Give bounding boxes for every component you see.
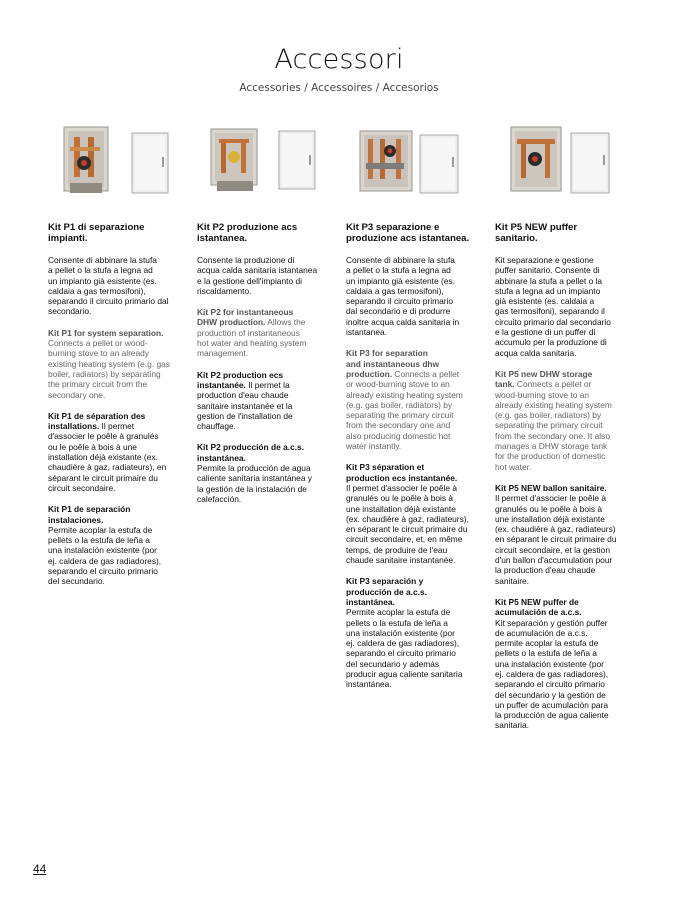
kit-p3-image xyxy=(346,125,484,201)
kit-p1-it-text: Consente di abbinare la stufa a pellet o la stufa a legna ad un impianto già esistente (es. caldaia a gas termosifoni), separando il circuito primario dal secondario. xyxy=(48,255,169,317)
kit-p2-es-text: Permite la producción de agua caliente sanitaria instantánea y la gestión de la instalación de calefacción. xyxy=(197,463,312,504)
kit-column-p3 xyxy=(346,125,484,690)
kit-p1-fr-text: Il permet d'associer le poêle à granulés ou le poêle à bois à une installation déjà existante (ex. chaudière à gaz, radiateurs), en séparant le circuit primaire du circuit secondaire. xyxy=(48,421,167,493)
kit-p3-fr-block xyxy=(346,462,484,565)
kit-p2-en-block xyxy=(197,307,335,358)
kit-p5-heading: Kit P5 NEW puffer sanitario. xyxy=(495,222,578,244)
kit-p3-it-text: Consente di abbinare la stufa a pellet o la stufa a legna ad un impianto già esistente (es. caldaia a gas termosifoni), separando il circuito primario dal secondario e di produrre inoltre acqua calda sanitaria in istantanea. xyxy=(346,255,460,338)
kit-p3-es-text: Permite acoplar la estufa de pellets o la estufa de leña a una instalación existente (por ej. caldera de gas radiadores), separando el circuito primario del secundario y además producir agua caliente sanitaria instantánea. xyxy=(346,607,463,690)
kit-column-p2 xyxy=(197,125,335,504)
kit-p3-es-title: Kit P3 separación y producción de a.c.s. instantánea. xyxy=(346,576,427,607)
kit-p3-fr-title: Kit P3 séparation et production ecs instantanée. xyxy=(346,462,458,483)
kit-p2-fr-block xyxy=(197,370,335,432)
kit-p3-en-title: Kit P3 for separation and instantaneous dhw production. xyxy=(346,348,440,379)
kit-p3-fr-text: Il permet d'associer le poêle à granulés ou le poêle à bois à une installation déjà existante (ex. chaudière à gaz, radiateurs), en séparant le circuit primaire du circuit secondaire, et, en même temps, de produire de l'eau chaude sanitaire instantanée. xyxy=(346,482,469,566)
kit-p3-heading: Kit P3 separazione e produzione acs istantanea. xyxy=(346,222,470,244)
kit-p5-fr-block xyxy=(495,483,633,586)
kit-p2-en-text: Allows the production of instantaneous hot water and heating system management. xyxy=(197,317,307,359)
page-subtitle: Accessories / Accessoires / Accesorios xyxy=(239,82,439,94)
kit-p5-image xyxy=(495,125,633,201)
kit-p2-es-title: Kit P2 producción de a.c.s. instantánea. xyxy=(197,442,305,463)
kit-p1-en-block xyxy=(48,328,186,400)
kit-p2-heading: Kit P2 produzione acs istantanea. xyxy=(197,222,298,244)
kit-p1-en-text: Connects a pellet or wood- burning stove to an already existing heating system (e.g. gas boiler, radiators) by separating the primary circuit from the secondary one. xyxy=(48,338,170,400)
kit-p2-image xyxy=(197,125,335,201)
kit-p1-fr-block xyxy=(48,411,186,493)
kit-p1-en-title: Kit P1 for system separation. xyxy=(48,327,164,338)
kit-p3-en-text: Connects a pellet or wood-burning stove to an already existing heating system (e.g. gas boiler, radiators) by separating the primary circuit from the secondary one and also producing domestic hot water instantly. xyxy=(346,368,463,452)
kit-p5-en-text: Connects a pellet or wood-burning stove to an already existing heating system (e.g. gas boiler, radiators) by separating the primary circuit from the secondary one. It also manages a DHW storage tank for the production of domestic hot water. xyxy=(495,379,612,472)
kit-p1-heading: Kit P1 di separazione impianti. xyxy=(48,222,145,244)
kit-p5-es-text: Kit separación y gestión puffer de acumulación de a.c.s. permite acoplar la estufa de pellets o la estufa de leña a una instalación existente (por ej. caldera de gas radiadores), separando el circuito primario del secundario y la gestión de un puffer de acumulación para la producción de agua caliente sanitaria. xyxy=(495,617,609,731)
kit-p3-es-block xyxy=(346,576,484,689)
kit-p5-en-block xyxy=(495,369,633,472)
kit-p1-es-block xyxy=(48,504,186,586)
kit-p5-en-title: Kit P5 new DHW storage tank. xyxy=(495,368,593,390)
page-title: Accessori xyxy=(274,44,404,75)
kit-p5-fr-title: Kit P5 NEW ballon sanitaire. xyxy=(495,482,607,493)
kit-p1-es-title: Kit P1 de separación instalaciones. xyxy=(48,504,131,525)
kit-p2-it-text: Consente la produzione di acqua calda sanitaria istantanea e la gestione dell'impianto di riscaldamento. xyxy=(197,255,318,296)
kit-p5-es-title: Kit P5 NEW puffer de acumulación de a.c.s. xyxy=(495,596,582,618)
kit-p3-en-block xyxy=(346,348,484,451)
page-number: 44 xyxy=(33,862,47,876)
kit-p5-es-block xyxy=(495,597,633,731)
kit-p1-es-text: Permite acoplar la estufa de pellets o la estufa de leña a una instalación existente (por ej. caldera de gas radiadores), separando el circuito primario del secundario. xyxy=(48,524,162,587)
kit-p1-image xyxy=(48,125,186,201)
kit-p2-en-title: Kit P2 for instantaneous DHW production. xyxy=(197,307,294,328)
kit-p5-it-text: Kit separazione e gestione puffer sanitario. Consente di abbinare la stufa a pellet o la stufa a legna ad un impianto già esistente (es. caldaia a gas termosifoni), separando il circuito primario dal secondario e la gestione di un puffer di accumulo per la produzione di acqua calda sanitaria. xyxy=(495,255,611,358)
kit-column-p1 xyxy=(48,125,186,587)
kit-column-p5 xyxy=(495,125,633,731)
kit-p1-fr-title: Kit P1 de séparation des installations. xyxy=(48,410,146,432)
kit-p2-fr-text: Il permet la production d'eau chaude sanitaire instantanée et la gestion de l'installation de chauffage. xyxy=(197,379,293,432)
kit-p2-fr-title: Kit P2 production ecs instantanée. xyxy=(197,369,284,390)
kit-p5-fr-text: Il permet d'associer le poêle à granulés ou le poêle à bois à une installation déjà existante (ex. chaudière à gaz, radiateurs) en séparant le circuit primaire du circuit secondaire, et la gestion d'un ballon d'accumulation pour la production d'eau chaude sanitaire. xyxy=(495,493,617,586)
kit-p2-es-block xyxy=(197,442,335,504)
